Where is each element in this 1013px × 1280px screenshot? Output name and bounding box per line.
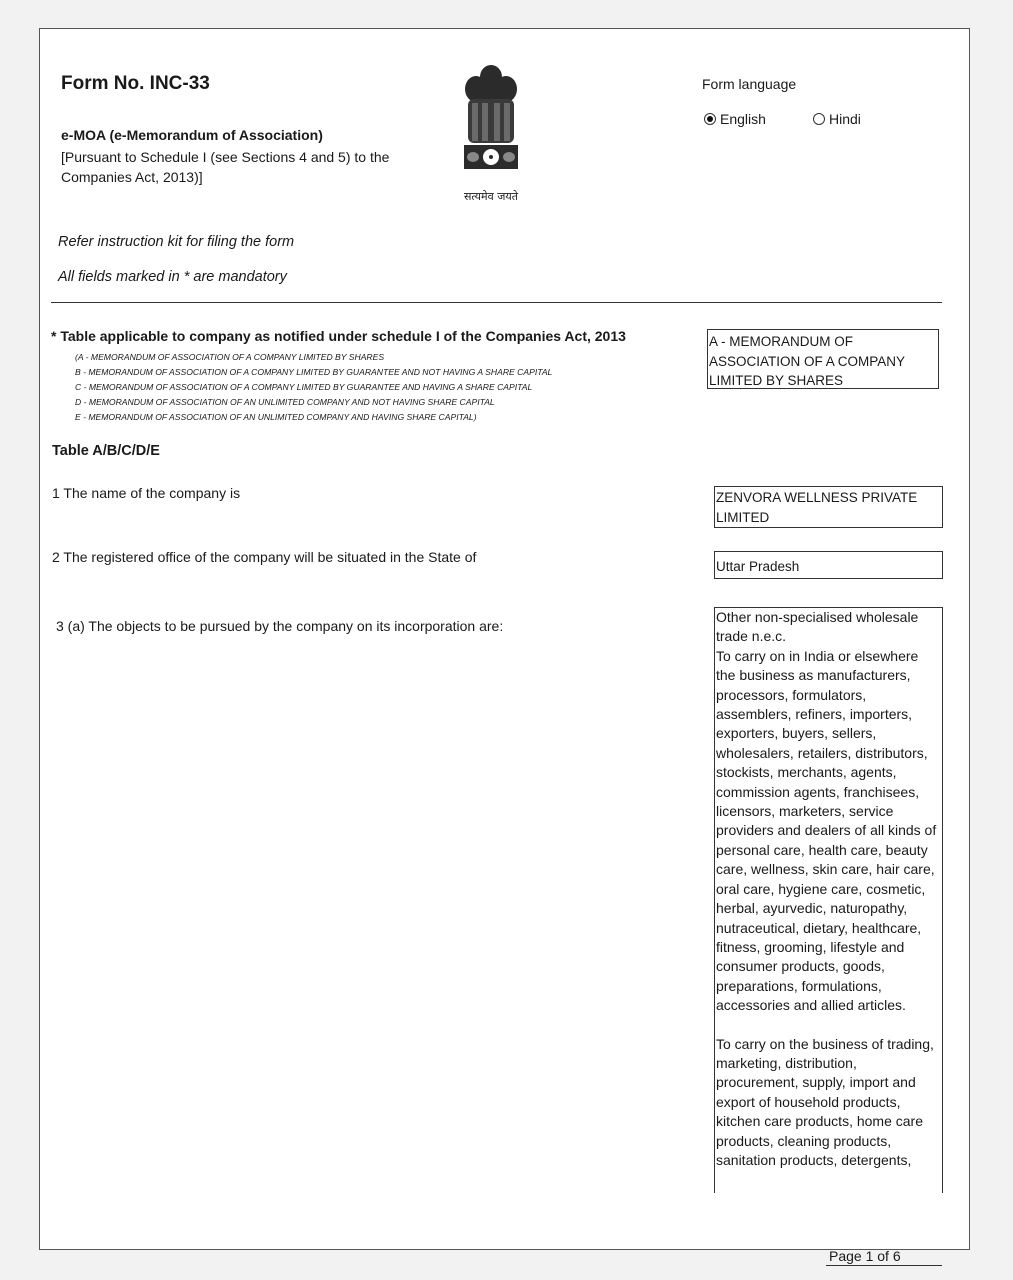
form-page [39, 28, 970, 1250]
company-name-field[interactable]: ZENVORA WELLNESS PRIVATE LIMITED [714, 486, 943, 528]
section-title: Table A/B/C/D/E [52, 443, 160, 459]
table-option: B - MEMORANDUM OF ASSOCIATION OF A COMPANY LIMITED BY GUARANTEE AND NOT HAVING A SHARE CAPITAL [75, 367, 553, 377]
form-title: e-MOA (e-Memorandum of Association) [61, 127, 323, 143]
registered-state-label: 2 The registered office of the company will be situated in the State of [52, 549, 477, 565]
objects-label: 3 (a) The objects to be pursued by the company on its incorporation are: [56, 618, 504, 634]
table-selection-field[interactable]: A - MEMORANDUM OF ASSOCIATION OF A COMPANY LIMITED BY SHARES [707, 329, 939, 389]
language-english-radio[interactable] [704, 111, 766, 127]
page-number-rule [826, 1265, 942, 1266]
table-option: D - MEMORANDUM OF ASSOCIATION OF AN UNLIMITED COMPANY AND NOT HAVING SHARE CAPITAL [75, 397, 495, 407]
table-option: E - MEMORANDUM OF ASSOCIATION OF AN UNLIMITED COMPANY AND HAVING SHARE CAPITAL) [75, 412, 477, 422]
emblem-caption: सत्यमेव जयते [464, 190, 519, 203]
company-name-label: 1 The name of the company is [52, 485, 241, 501]
radio-unchecked-icon[interactable] [813, 113, 825, 125]
pursuant-text: [Pursuant to Schedule I (see Sections 4 and 5) to the Companies Act, 2013)] [61, 149, 390, 185]
mandatory-note: All fields marked in * are mandatory [58, 269, 287, 285]
objects-paragraph: Other non-specialised wholesale trade n.e.c. To carry on in India or elsewhere the business as manufacturers, processors, formulators, assemblers, refiners, importers, exporters, buyers, sellers, wholesalers, retailers, distributors, stockists, merchants, agents, commission agents, franchisees, licensors, marketers, service providers and dealers of all kinds of personal care, health care, beauty care, wellness, skin care, hair care, oral care, hygiene care, cosmetic, herbal, ayurvedic, naturopathy, nutraceutical, dietary, healthcare, fitness, grooming, lifestyle and consumer products, goods, preparations, formulations, accessories and allied articles. [716, 609, 937, 1014]
instruction-kit-text: Refer instruction kit for filing the form [58, 234, 295, 250]
form-number: Form No. INC-33 [61, 73, 210, 94]
page-number: Page 1 of 6 [829, 1248, 901, 1264]
table-applicable-label: * Table applicable to company as notified under schedule I of the Companies Act, 2013 [51, 328, 626, 344]
table-option: C - MEMORANDUM OF ASSOCIATION OF A COMPANY LIMITED BY GUARANTEE AND HAVING A SHARE CAPITAL [75, 382, 533, 392]
objects-field[interactable] [714, 607, 943, 1193]
language-hindi-label: Hindi [829, 111, 861, 127]
registered-state-field[interactable]: Uttar Pradesh [714, 551, 943, 579]
radio-checked-icon[interactable] [704, 113, 716, 125]
form-language-label: Form language [702, 76, 797, 92]
national-emblem-icon [458, 59, 524, 195]
language-english-label: English [720, 111, 766, 127]
language-hindi-radio[interactable] [813, 111, 861, 127]
table-option: (A - MEMORANDUM OF ASSOCIATION OF A COMPANY LIMITED BY SHARES [75, 352, 385, 362]
section-divider [51, 302, 942, 303]
objects-paragraph: To carry on the business of trading, marketing, distribution, procurement, supply, import and export of household products, kitchen care products, home care products, cleaning products, sanitation products, detergents, [716, 1035, 934, 1168]
table-options-list [75, 350, 552, 425]
